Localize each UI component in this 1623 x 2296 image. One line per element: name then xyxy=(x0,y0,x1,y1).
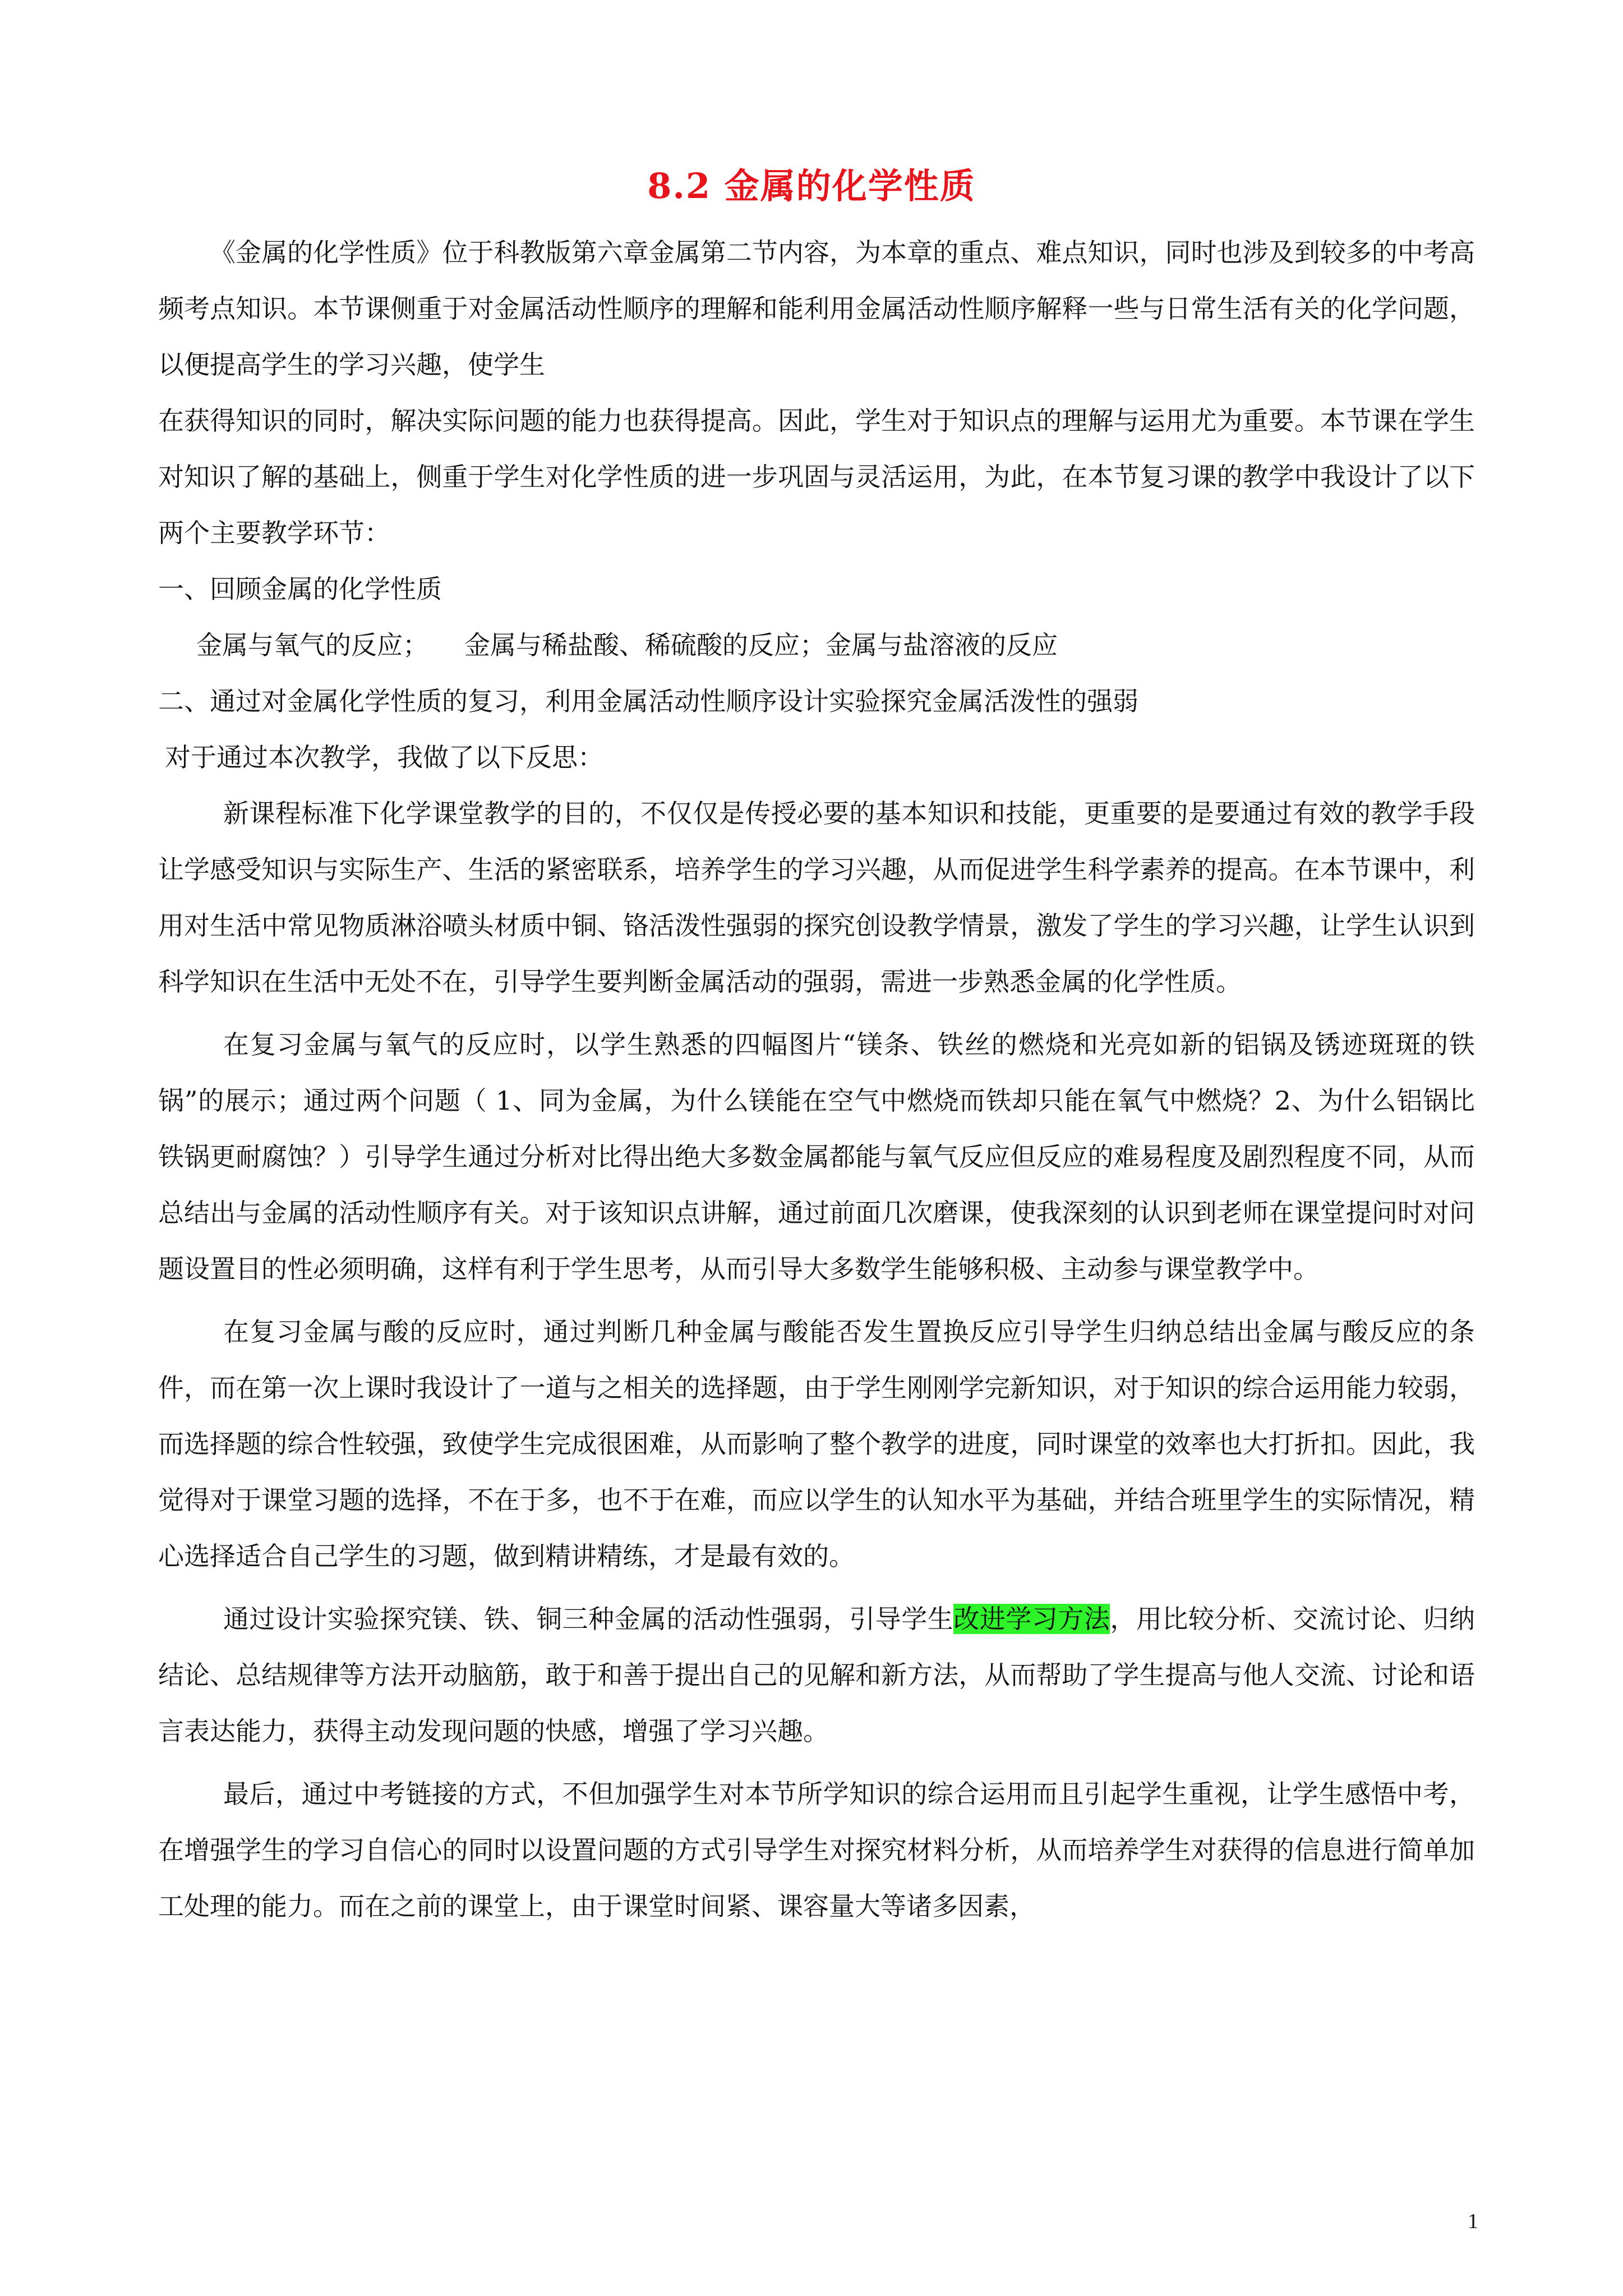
paragraph-oxygen: 在复习金属与氧气的反应时，以学生熟悉的四幅图片“镁条、铁丝的燃烧和光亮如新的铝锅及锈迹斑斑的铁锅”的展示；通过两个问题（ 1、同为金属，为什么镁能在空气中燃烧而铁却只能在氧气中燃烧？2、为什么铝锅比铁锅更耐腐蚀？）引导学生通过分析对比得出绝大多数金属都能与氧气反应但反应的难易程度及剧烈程度不同，从而总结出与金属的活动性顺序有关。对于该知识点讲解，通过前面几次磨课，使我深刻的认识到老师在课堂提问时对问题设置目的性必须明确，这样有利于学生思考，从而引导大多数学生能够积极、主动参与课堂教学中。 xyxy=(158,1029,1475,1284)
paragraph-experiment-text-end: ，用比较分析、交流讨论、归纳结论、总结规律等方法开动脑筋，敢于和善于提出自己的见解和新方法，从而帮助了学生提高与他人交流、讨论和语言表达能力，获得主动发现问题的快感，增强了学习兴趣。 xyxy=(158,1604,1476,1746)
paragraph-curriculum: 新课程标准下化学课堂教学的目的，不仅仅是传授必要的基本知识和技能，更重要的是要通过有效的教学手段让学感受知识与实际生产、生活的紧密联系，培养学生的学习兴趣，从而促进学生科学素养的提高。在本节课中，利用对生活中常见物质淋浴喷头材质中铜、铬活泼性强弱的探究创设教学情景，激发了学生的学习兴趣，让学生认识到科学知识在生活中无处不在，引导学生要判断金属活动的强弱，需进一步熟悉金属的化学性质。 xyxy=(158,798,1475,997)
section-1-heading: 一、回顾金属的化学性质 xyxy=(158,574,442,604)
section-1-items xyxy=(158,617,1475,673)
highlighted-text: 改进学习方法 xyxy=(953,1604,1110,1634)
paragraph-exam-link: 最后，通过中考链接的方式，不但加强学生对本节所学知识的综合运用而且引起学生重视，让学生感悟中考，在增强学生的学习自信心的同时以设置问题的方式引导学生对探究材料分析，从而培养学生对获得的信息进行简单加工处理的能力。而在之前的课堂上，由于课堂时间紧、课容量大等诸多因素， xyxy=(158,1779,1475,1921)
page-number: 1 xyxy=(1468,2210,1478,2233)
section-2-heading: 二、通过对金属化学性质的复习，利用金属活动性顺序设计实验探究金属活泼性的强弱 xyxy=(158,686,1138,716)
paragraph-experiment xyxy=(158,1591,1475,1759)
paragraph-experiment-text-start: 通过设计实验探究镁、铁、铜三种金属的活动性强弱，引导学生 xyxy=(223,1604,954,1634)
reflection-intro: 对于通过本次教学，我做了以下反思： xyxy=(165,742,603,772)
page-title: 8.2 金属的化学性质 xyxy=(647,165,976,206)
intro-paragraph-1: 《金属的化学性质》位于科教版第六章金属第二节内容，为本章的重点、难点知识，同时也涉及到较多的中考高频考点知识。本节课侧重于对金属活动性顺序的理解和能利用金属活动性顺序解释一些与日常生活有关的化学问题，以便提高学生的学习兴趣，使学生 xyxy=(158,237,1475,380)
paragraph-acid: 在复习金属与酸的反应时，通过判断几种金属与酸能否发生置换反应引导学生归纳总结出金属与酸反应的条件，而在第一次上课时我设计了一道与之相关的选择题，由于学生刚刚学完新知识，对于知识的综合运用能力较弱，而选择题的综合性较强，致使学生完成很困难，从而影响了整个教学的进度，同时课堂的效率也大打折扣。因此，我觉得对于课堂习题的选择，不在于多，也不于在难，而应以学生的认知水平为基础，并结合班里学生的实际情况，精心选择适合自己学生的习题，做到精讲精练，才是最有效的。 xyxy=(158,1317,1475,1571)
section-1-item-acid-salt: 金属与稀盐酸、稀硫酸的反应；金属与盐溶液的反应 xyxy=(464,630,1058,660)
document-body xyxy=(158,224,1475,1934)
intro-paragraph-2: 在获得知识的同时，解决实际问题的能力也获得提高。因此，学生对于知识点的理解与运用尤为重要。本节课在学生对知识了解的基础上，侧重于学生对化学性质的进一步巩固与灵活运用，为此，在本节复习课的教学中我设计了以下两个主要教学环节： xyxy=(158,406,1475,548)
section-1-item-oxygen: 金属与氧气的反应； xyxy=(196,630,428,660)
